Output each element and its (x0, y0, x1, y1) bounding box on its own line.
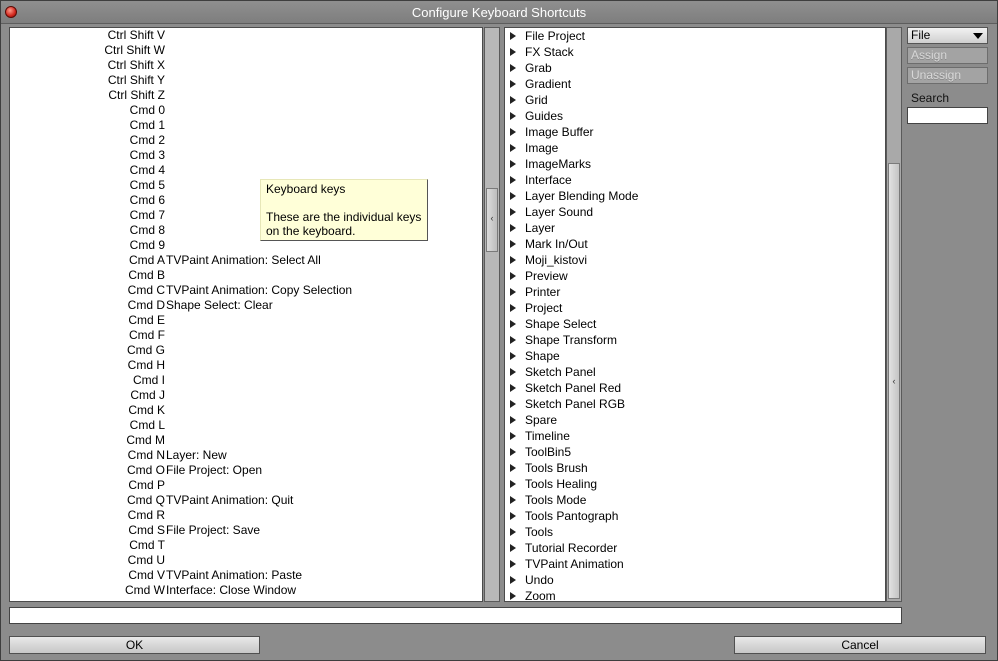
shortcut-key: Cmd O (126, 463, 165, 477)
category-row[interactable] (505, 252, 883, 268)
shortcut-key: Ctrl Shift Z (108, 88, 165, 102)
status-field (9, 607, 902, 624)
expand-arrow-icon[interactable] (510, 448, 516, 456)
shortcut-row[interactable] (10, 478, 480, 493)
category-row[interactable] (505, 204, 883, 220)
search-label: Search (911, 91, 950, 105)
shortcut-key: Cmd U (127, 553, 165, 567)
category-row[interactable] (505, 156, 883, 172)
shortcut-row[interactable] (10, 283, 480, 298)
category-row[interactable] (505, 140, 883, 156)
shortcut-row[interactable] (10, 388, 480, 403)
category-label: Grid (525, 93, 548, 107)
expand-arrow-icon[interactable] (510, 160, 516, 168)
shortcut-row[interactable] (10, 28, 480, 43)
expand-arrow-icon[interactable] (510, 576, 516, 584)
category-label: Layer Sound (525, 205, 594, 219)
category-label: Zoom (525, 589, 556, 602)
category-row[interactable] (505, 476, 883, 492)
shortcut-action: Shape Select: Clear (166, 298, 273, 312)
category-label: ToolBin5 (525, 445, 572, 459)
shortcut-row[interactable] (10, 163, 480, 178)
category-row[interactable] (505, 444, 883, 460)
shortcut-row[interactable] (10, 448, 480, 463)
shortcut-row[interactable] (10, 103, 480, 118)
shortcut-action: Interface: Close Window (166, 583, 297, 597)
shortcut-list[interactable] (9, 27, 483, 602)
category-row[interactable] (505, 28, 883, 44)
shortcut-key: Cmd N (127, 448, 165, 462)
expand-arrow-icon[interactable] (510, 560, 516, 568)
shortcut-row[interactable] (10, 43, 480, 58)
category-row[interactable] (505, 172, 883, 188)
shortcut-key: Ctrl Shift X (107, 58, 165, 72)
expand-arrow-icon[interactable] (510, 480, 516, 488)
expand-arrow-icon[interactable] (510, 96, 516, 104)
expand-arrow-icon[interactable] (510, 336, 516, 344)
shortcut-key: Cmd P (128, 478, 165, 492)
expand-arrow-icon[interactable] (510, 112, 516, 120)
expand-arrow-icon[interactable] (510, 256, 516, 264)
shortcut-row[interactable] (10, 568, 480, 583)
shortcut-row[interactable] (10, 73, 480, 88)
category-row[interactable] (505, 124, 883, 140)
shortcut-key: Cmd R (127, 508, 165, 522)
shortcut-key: Cmd J (130, 388, 165, 402)
title-bar[interactable] (1, 1, 997, 24)
expand-arrow-icon[interactable] (510, 496, 516, 504)
category-label: Guides (525, 109, 564, 123)
expand-arrow-icon[interactable] (510, 64, 516, 72)
category-row[interactable] (505, 332, 883, 348)
shortcut-row[interactable] (10, 58, 480, 73)
category-label: FX Stack (525, 45, 574, 59)
panel-splitter-scrollbar[interactable] (484, 27, 500, 602)
category-row[interactable] (505, 524, 883, 540)
category-label: Image (525, 141, 559, 155)
expand-arrow-icon[interactable] (510, 592, 516, 600)
category-label: Interface (525, 173, 572, 187)
expand-arrow-icon[interactable] (510, 512, 516, 520)
scroll-grip-icon: ‹ (892, 376, 896, 386)
shortcut-key: Cmd 1 (129, 118, 165, 132)
expand-arrow-icon[interactable] (510, 224, 516, 232)
expand-arrow-icon[interactable] (510, 48, 516, 56)
category-dropdown[interactable] (907, 27, 988, 44)
shortcut-row[interactable] (10, 553, 480, 568)
shortcut-key: Ctrl Shift W (104, 43, 165, 57)
shortcut-key: Cmd H (127, 358, 165, 372)
category-label: Undo (525, 573, 554, 587)
shortcut-action: File Project: Open (166, 463, 263, 477)
category-row[interactable] (505, 44, 883, 60)
category-label: Tools (525, 525, 554, 539)
category-label: Tools Pantograph (525, 509, 619, 523)
expand-arrow-icon[interactable] (510, 192, 516, 200)
shortcut-key: Cmd 7 (129, 208, 165, 222)
expand-arrow-icon[interactable] (510, 416, 516, 424)
category-label: TVPaint Animation (525, 557, 624, 571)
window-title: Configure Keyboard Shortcuts (411, 5, 587, 20)
shortcut-row[interactable] (10, 523, 480, 538)
category-label: Layer (525, 221, 556, 235)
shortcut-row[interactable] (10, 313, 480, 328)
shortcut-row[interactable] (10, 373, 480, 388)
shortcut-key: Cmd A (128, 253, 165, 267)
shortcut-key: Cmd 0 (129, 103, 165, 117)
shortcut-key: Cmd S (128, 523, 165, 537)
shortcut-key: Cmd W (125, 583, 165, 597)
shortcut-key: Cmd 8 (129, 223, 165, 237)
category-row[interactable] (505, 588, 883, 602)
shortcut-key: Cmd 2 (129, 133, 165, 147)
shortcut-action: TVPaint Animation: Paste (166, 568, 303, 582)
category-label: Shape Transform (525, 333, 618, 347)
expand-arrow-icon[interactable] (510, 144, 516, 152)
shortcut-row[interactable] (10, 268, 480, 283)
expand-arrow-icon[interactable] (510, 400, 516, 408)
category-row[interactable] (505, 284, 883, 300)
expand-arrow-icon[interactable] (510, 128, 516, 136)
shortcut-key: Cmd I (132, 373, 165, 387)
shortcut-row[interactable] (10, 493, 480, 508)
chevron-down-icon (973, 33, 983, 39)
expand-arrow-icon[interactable] (510, 368, 516, 376)
keyboard-keys-tooltip (260, 179, 428, 241)
category-label: ImageMarks (525, 157, 592, 171)
shortcut-key: Cmd 5 (129, 178, 165, 192)
expand-arrow-icon[interactable] (510, 176, 516, 184)
category-label: Gradient (525, 77, 572, 91)
shortcut-row[interactable] (10, 343, 480, 358)
category-row[interactable] (505, 316, 883, 332)
category-scrollbar[interactable] (886, 27, 902, 602)
category-label: Layer Blending Mode (525, 189, 639, 203)
category-label: Sketch Panel (525, 365, 596, 379)
shortcut-key: Cmd 6 (129, 193, 165, 207)
shortcut-key: Ctrl Shift V (107, 28, 165, 42)
expand-arrow-icon[interactable] (510, 544, 516, 552)
shortcut-key: Cmd L (129, 418, 165, 432)
shortcut-action: TVPaint Animation: Select All (166, 253, 321, 267)
category-row[interactable] (505, 508, 883, 524)
shortcut-key: Cmd E (128, 313, 165, 327)
shortcut-key: Cmd G (126, 343, 165, 357)
category-label: Project (525, 301, 563, 315)
category-label: Mark In/Out (525, 237, 588, 251)
splitter-grip-icon: ‹ (490, 213, 494, 223)
shortcut-key: Cmd Q (126, 493, 165, 507)
category-row[interactable] (505, 364, 883, 380)
category-label: Sketch Panel RGB (525, 397, 626, 411)
category-label: Moji_kistovi (525, 253, 588, 267)
category-row[interactable] (505, 492, 883, 508)
category-label: File Project (525, 29, 586, 43)
tooltip-title: Keyboard keys (266, 182, 346, 196)
category-row[interactable] (505, 220, 883, 236)
shortcut-row[interactable] (10, 583, 480, 598)
category-label: Shape Select (525, 317, 597, 331)
shortcut-key: Cmd 9 (129, 238, 165, 252)
category-row[interactable] (505, 348, 883, 364)
category-row[interactable] (505, 556, 883, 572)
category-row[interactable] (505, 540, 883, 556)
shortcut-key: Cmd C (127, 283, 165, 297)
shortcut-row[interactable] (10, 328, 480, 343)
category-label: Preview (525, 269, 568, 283)
category-row[interactable] (505, 108, 883, 124)
category-row[interactable] (505, 236, 883, 252)
shortcut-row[interactable] (10, 148, 480, 163)
expand-arrow-icon[interactable] (510, 240, 516, 248)
category-row[interactable] (505, 572, 883, 588)
category-row[interactable] (505, 76, 883, 92)
category-row[interactable] (505, 380, 883, 396)
expand-arrow-icon[interactable] (510, 32, 516, 40)
shortcut-key: Ctrl Shift Y (107, 73, 165, 87)
expand-arrow-icon[interactable] (510, 304, 516, 312)
expand-arrow-icon[interactable] (510, 80, 516, 88)
category-dropdown-value: File (911, 28, 931, 42)
category-label: Image Buffer (525, 125, 594, 139)
expand-arrow-icon[interactable] (510, 432, 516, 440)
search-input[interactable] (907, 107, 988, 124)
assign-button[interactable]: Assign (907, 47, 988, 64)
shortcut-key: Cmd 4 (129, 163, 165, 177)
category-label: Shape (525, 349, 560, 363)
shortcut-row[interactable] (10, 508, 480, 523)
shortcut-row[interactable] (10, 418, 480, 433)
shortcut-row[interactable] (10, 133, 480, 148)
category-list[interactable] (504, 27, 886, 602)
expand-arrow-icon[interactable] (510, 464, 516, 472)
expand-arrow-icon[interactable] (510, 320, 516, 328)
category-label: Tools Healing (525, 477, 598, 491)
shortcut-row[interactable] (10, 253, 480, 268)
shortcut-row[interactable] (10, 358, 480, 373)
category-row[interactable] (505, 428, 883, 444)
expand-arrow-icon[interactable] (510, 528, 516, 536)
category-label: Tutorial Recorder (525, 541, 618, 555)
shortcut-row[interactable] (10, 433, 480, 448)
category-row[interactable] (505, 268, 883, 284)
shortcut-key: Cmd D (127, 298, 165, 312)
category-label: Grab (525, 61, 552, 75)
category-label: Tools Mode (525, 493, 587, 507)
shortcut-key: Cmd T (129, 538, 165, 552)
category-row[interactable] (505, 412, 883, 428)
shortcut-action: Layer: New (166, 448, 227, 462)
category-row[interactable] (505, 300, 883, 316)
unassign-button[interactable]: Unassign (907, 67, 988, 84)
category-row[interactable] (505, 188, 883, 204)
cancel-button[interactable]: Cancel (734, 636, 986, 654)
expand-arrow-icon[interactable] (510, 208, 516, 216)
expand-arrow-icon[interactable] (510, 288, 516, 296)
category-label: Timeline (525, 429, 570, 443)
shortcut-key: Cmd M (126, 433, 165, 447)
category-row[interactable] (505, 92, 883, 108)
category-row[interactable] (505, 460, 883, 476)
category-label: Sketch Panel Red (525, 381, 622, 395)
shortcut-row[interactable] (10, 463, 480, 478)
shortcut-key: Cmd F (129, 328, 165, 342)
shortcut-action: TVPaint Animation: Copy Selection (166, 283, 353, 297)
expand-arrow-icon[interactable] (510, 384, 516, 392)
category-label: Spare (525, 413, 558, 427)
shortcut-row[interactable] (10, 403, 480, 418)
category-row[interactable] (505, 60, 883, 76)
tooltip-body: These are the individual keys on the keyboard. (266, 210, 422, 238)
shortcut-row[interactable] (10, 538, 480, 553)
shortcut-key: Cmd B (128, 268, 165, 282)
expand-arrow-icon[interactable] (510, 352, 516, 360)
shortcut-row[interactable] (10, 118, 480, 133)
category-row[interactable] (505, 396, 883, 412)
shortcut-key: Cmd 3 (129, 148, 165, 162)
category-label: Tools Brush (525, 461, 588, 475)
expand-arrow-icon[interactable] (510, 272, 516, 280)
category-label: Printer (525, 285, 561, 299)
shortcut-key: Cmd K (128, 403, 165, 417)
shortcut-key: Cmd V (128, 568, 165, 582)
shortcut-action: File Project: Save (166, 523, 261, 537)
shortcut-row[interactable] (10, 298, 480, 313)
shortcut-action: TVPaint Animation: Quit (166, 493, 294, 507)
shortcut-row[interactable] (10, 88, 480, 103)
ok-button[interactable]: OK (9, 636, 260, 654)
